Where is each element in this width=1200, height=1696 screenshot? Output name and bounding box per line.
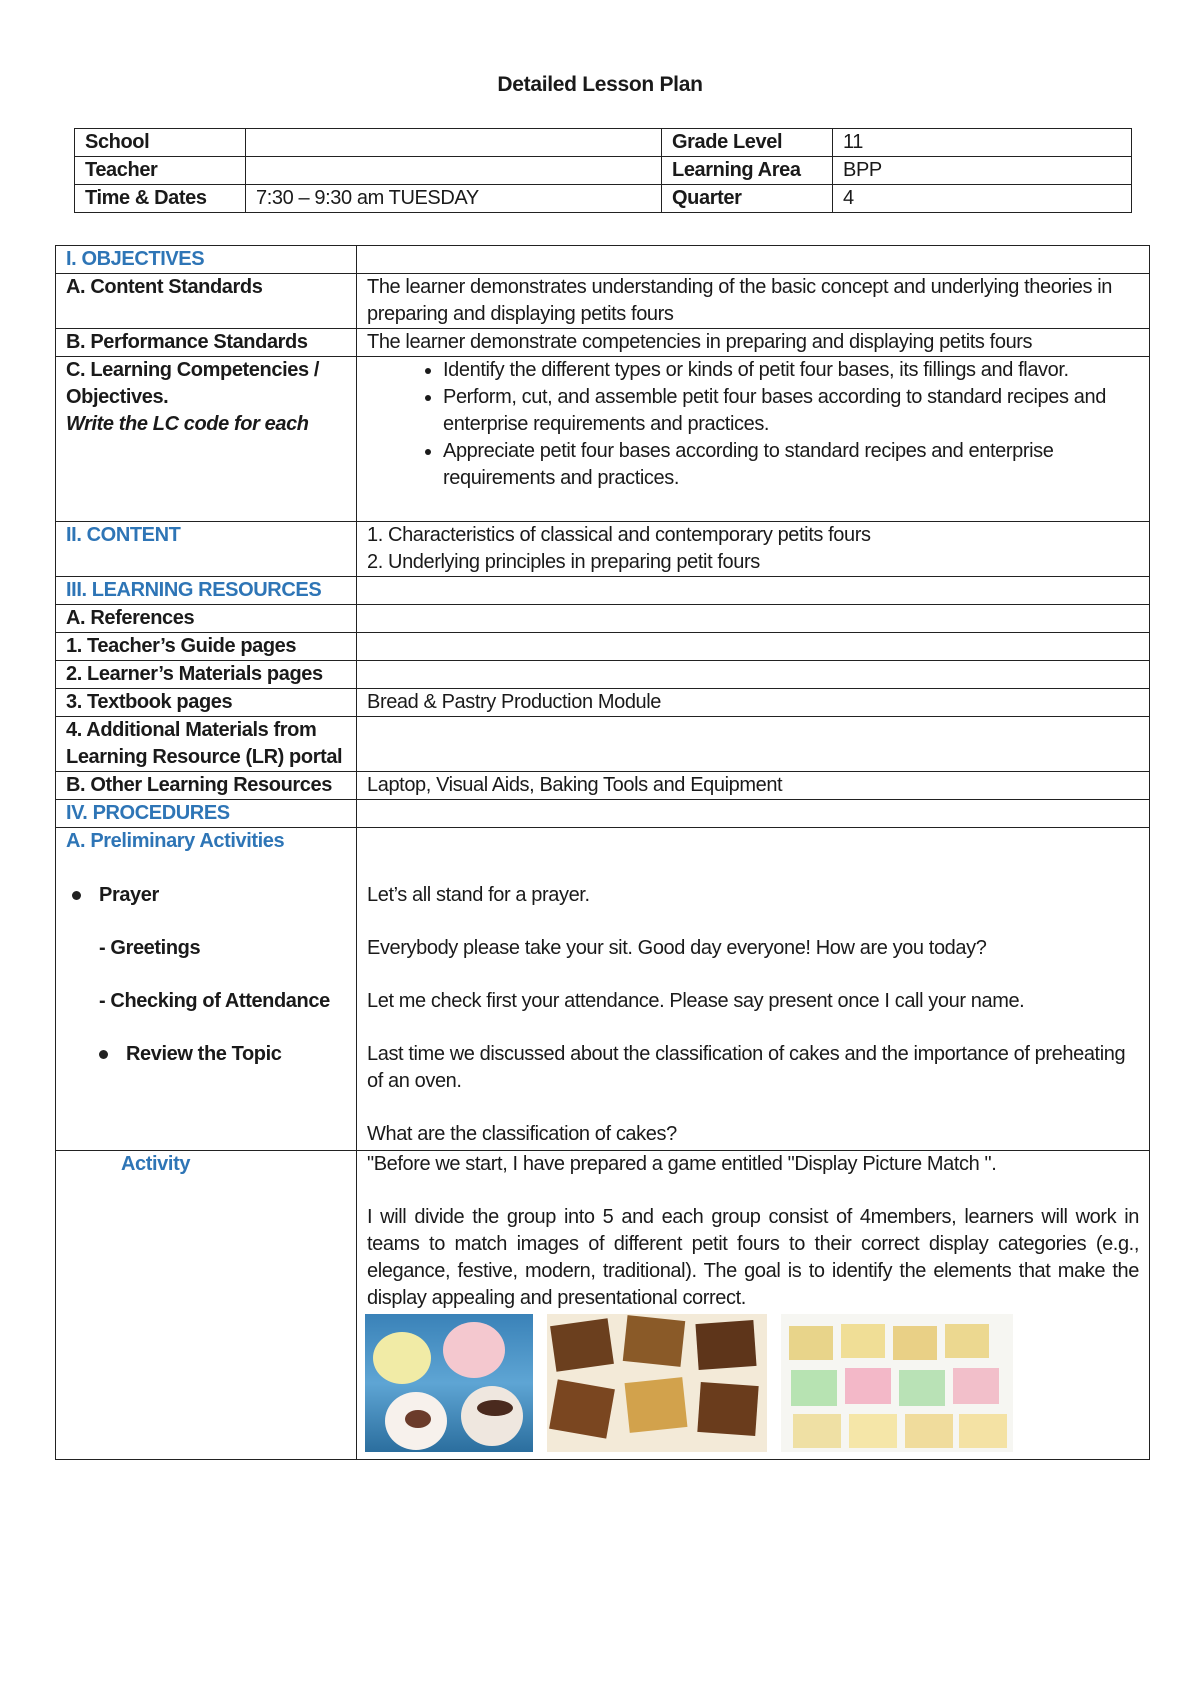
school-value: [246, 129, 662, 157]
performance-standards-label: B. Performance Standards: [56, 329, 357, 357]
learning-area-label: Learning Area: [662, 157, 833, 185]
resources-heading: III. LEARNING RESOURCES: [56, 577, 357, 605]
petit-fours-images: [365, 1314, 1139, 1452]
competency-item: • Perform, cut, and assemble petit four bases according to standard recipes and enterprise requirements and practices.: [443, 384, 1139, 438]
references-value: [357, 605, 1150, 633]
preliminary-labels-cell: [56, 828, 357, 1151]
content-item: 1. Characteristics of classical and contemporary petits fours: [367, 524, 871, 546]
prayer-label: Prayer: [99, 884, 159, 906]
prayer-text: Let’s all stand for a prayer.: [367, 884, 590, 906]
competency-item: • Identify the different types or kinds of petit four bases, its fillings and flavor.: [443, 357, 1139, 384]
review-label: Review the Topic: [126, 1043, 282, 1065]
content-item: 2. Underlying principles in preparing petit fours: [367, 551, 760, 573]
greetings-label: - Greetings: [99, 937, 201, 959]
activity-label-cell: [56, 1151, 357, 1460]
time-dates-value: 7:30 – 9:30 am TUESDAY: [246, 185, 662, 213]
time-dates-label: Time & Dates: [75, 185, 246, 213]
grade-level-label: Grade Level: [662, 129, 833, 157]
document-title: Detailed Lesson Plan: [497, 73, 703, 96]
petit-fours-photo-1: [365, 1314, 533, 1452]
bullet-icon: [99, 1050, 108, 1059]
header-info-table: [74, 128, 1132, 213]
preliminary-text-cell: [357, 828, 1150, 1151]
competencies-list: [367, 357, 1139, 492]
petit-fours-photo-2: [547, 1314, 767, 1452]
preliminary-activities-label: A. Preliminary Activities: [66, 830, 285, 852]
competency-item: • Appreciate petit four bases according to standard recipes and enterprise requirements and practices.: [443, 438, 1139, 492]
petit-fours-photo-3: [781, 1314, 1013, 1452]
textbook-value: Bread & Pastry Production Module: [357, 689, 1150, 717]
performance-standards-value: The learner demonstrate competencies in preparing and displaying petits fours: [357, 329, 1150, 357]
activity-intro: "Before we start, I have prepared a game entitled "Display Picture Match ".: [367, 1153, 997, 1175]
learning-area-value: BPP: [833, 157, 1132, 185]
procedures-heading: IV. PROCEDURES: [56, 800, 357, 828]
objectives-heading: I. OBJECTIVES: [56, 246, 357, 274]
activity-cell: [357, 1151, 1150, 1460]
references-label: A. References: [56, 605, 357, 633]
teacher-label: Teacher: [75, 157, 246, 185]
competencies-label-cell: [56, 357, 357, 522]
additional-materials-value: [357, 717, 1150, 772]
attendance-label: - Checking of Attendance: [99, 990, 330, 1012]
grade-level-value: 11: [833, 129, 1132, 157]
teachers-guide-value: [357, 633, 1150, 661]
lesson-plan-table: [55, 245, 1150, 1460]
activity-text: I will divide the group into 5 and each group consist of 4members, learners will work in teams to match images of different petit fours to their correct display categories (e.g., elegance, festive, modern, traditional). The goal is to identify the elements that make the display appealing and presentational correct.: [367, 1206, 1139, 1309]
quarter-label: Quarter: [662, 185, 833, 213]
teachers-guide-label: 1. Teacher’s Guide pages: [56, 633, 357, 661]
learners-materials-value: [357, 661, 1150, 689]
content-standards-label: A. Content Standards: [56, 274, 357, 329]
activity-label: Activity: [121, 1153, 191, 1175]
other-resources-value: Laptop, Visual Aids, Baking Tools and Equipment: [357, 772, 1150, 800]
review-text: Last time we discussed about the classification of cakes and the importance of preheating of an oven.: [367, 1043, 1126, 1092]
review-item: [66, 1041, 346, 1068]
question-text: What are the classification of cakes?: [367, 1123, 677, 1145]
teacher-value: [246, 157, 662, 185]
learners-materials-label: 2. Learner’s Materials pages: [56, 661, 357, 689]
attendance-text: Let me check first your attendance. Please say present once I call your name.: [367, 990, 1025, 1012]
content-items-cell: [357, 522, 1150, 577]
objectives-heading-empty: [357, 246, 1150, 274]
competencies-note: Write the LC code for each: [66, 413, 309, 435]
content-standards-value: The learner demonstrates understanding of the basic concept and underlying theories in preparing and displaying petits fours: [357, 274, 1150, 329]
additional-materials-label: 4. Additional Materials from Learning Resource (LR) portal: [56, 717, 357, 772]
school-label: School: [75, 129, 246, 157]
greetings-text: Everybody please take your sit. Good day everyone! How are you today?: [367, 937, 987, 959]
content-heading: II. CONTENT: [56, 522, 357, 577]
resources-heading-empty: [357, 577, 1150, 605]
quarter-value: 4: [833, 185, 1132, 213]
competencies-label: C. Learning Competencies / Objectives.: [66, 359, 319, 408]
competencies-cell: [357, 357, 1150, 522]
textbook-label: 3. Textbook pages: [56, 689, 357, 717]
prayer-item: [66, 882, 346, 909]
other-resources-label: B. Other Learning Resources: [56, 772, 357, 800]
bullet-icon: [72, 891, 81, 900]
procedures-heading-empty: [357, 800, 1150, 828]
